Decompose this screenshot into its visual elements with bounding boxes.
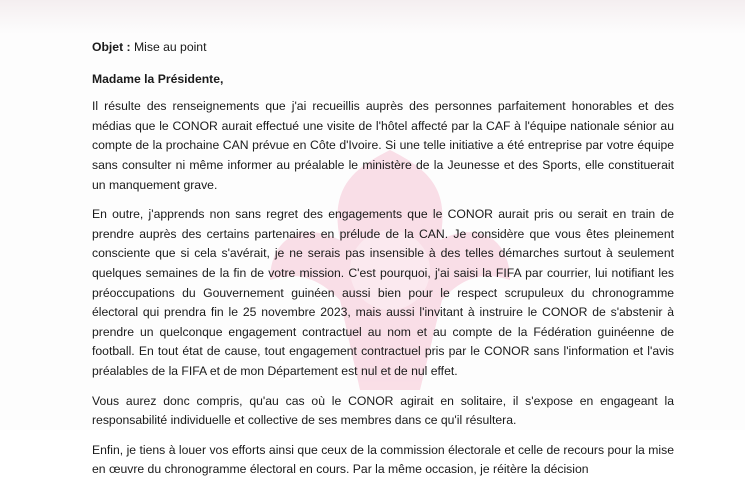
object-value: Mise au point [133,40,207,54]
paragraph-4: Enfin, je tiens à louer vos efforts ainsi que ceux de la commission électorale et celle de recours pour la mise en œuvre du chronogramme électoral en cours. Par la même occasion, je réitère la décision [92,442,674,477]
salutation: Madame la Présidente, [92,71,224,86]
letter-body [92,38,674,490]
scan-top-edge [0,0,745,34]
paragraph-1: Il résulte des renseignements que j'ai recueillis auprès des personnes parfaitement honorables et des médias que le CONOR aurait effectué une visite de l'hôtel affecté par la CAF à l'équipe nationale sénior au compte de la prochaine CAN prévue en Côte d'Ivoire. Si une telle initiative a été entreprise par votre équipe sans consulter ni même informer au préalable le ministère de la Jeunesse et des Sports, elle constituerait un manquement grave. [92,99,674,192]
paragraph-2: En outre, j'apprends non sans regret des engagements que le CONOR aurait pris ou serait en train de prendre auprès des certains partenaires en prélude de la CAN. Je considère que vous êtes pleinement consciente que si cela s'avérait, je ne serais pas insensible à des telles démarches surtout à seulement quelques semaines de la fin de votre mission. C'est pourquoi, j'ai saisi la FIFA par courrier, lui notifiant les préoccupations du Gouvernement guinéen aussi bien pour le respect scrupuleux du chronogramme électoral qui prendra fin le 25 novembre 2023, mais aussi l'invitant à instruire le CONOR de s'abstenir à prendre un quelconque engagement contractuel au nom et au compte de la Fédération guinéenne de football. En tout état de cause, tout engagement contractuel pris par le CONOR sans l'information et l'avis préalables de la FIFA et de mon Département est nul et de nul effet. [92,207,674,378]
paragraph-3: Vous aurez donc compris, qu'au cas où le CONOR agirait en solitaire, il s'expose en engageant la responsabilité individuelle et collective de ses membres dans ce qu'il résultera. [92,393,674,428]
object-line [92,38,674,58]
object-label: Objet : [92,40,131,54]
